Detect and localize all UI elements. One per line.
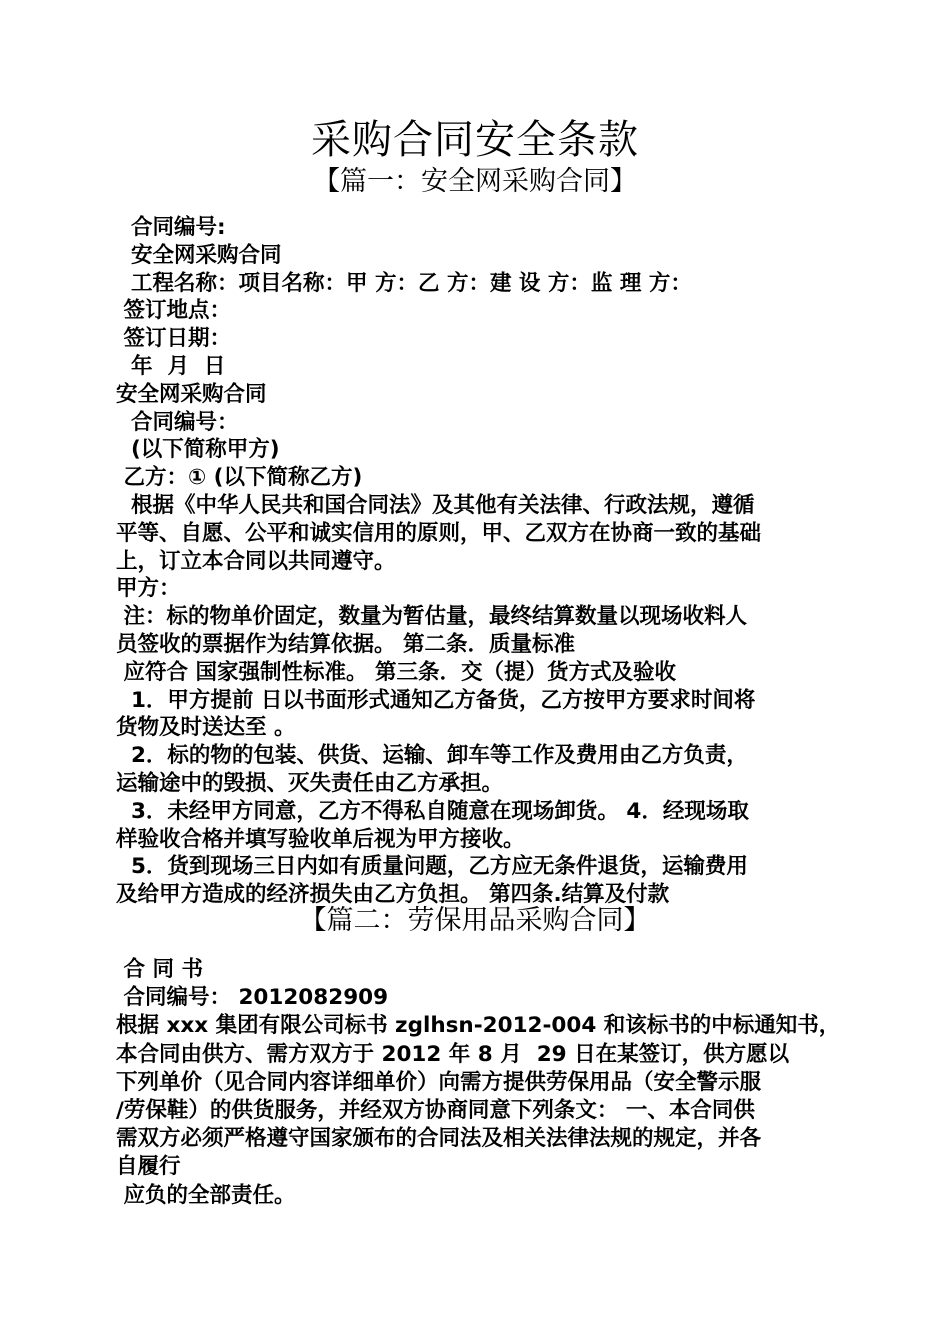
text-line: 货物及时送达至 。: [116, 715, 296, 741]
text-line: 合同编号： 2012082909: [116, 985, 389, 1011]
text-line: (以下简称甲方): [116, 437, 280, 463]
text-line: 1．甲方提前 日以书面形式通知乙方备货，乙方按甲方要求时间将: [116, 687, 756, 713]
section-1-body: [116, 214, 846, 909]
text-line: 签订日期：: [116, 326, 231, 352]
text-line: 签订地点：: [116, 298, 231, 324]
text-line: 应符合 国家强制性标准。 第三条．交（提）货方式及验收: [116, 659, 676, 685]
text-line: 年 月 日: [116, 353, 226, 379]
text-line: 安全网采购合同: [116, 381, 267, 407]
text-line: 本合同由供方、需方双方于 2012 年 8 月 29 日在某签订，供方愿以: [116, 1041, 790, 1067]
text-line: 3．未经甲方同意，乙方不得私自随意在现场卸货。 4．经现场取: [116, 798, 749, 824]
document-title: 采购合同安全条款: [311, 117, 639, 163]
section-heading-1: 【篇一：安全网采购合同】: [313, 166, 637, 197]
text-line: 合同编号：: [116, 409, 239, 435]
text-line: 2．标的物的包装、供货、运输、卸车等工作及费用由乙方负责，: [116, 743, 748, 769]
text-line: 运输途中的毁损、灭失责任由乙方承担。: [116, 770, 504, 796]
text-line: 上，订立本合同以共同遵守。: [116, 548, 396, 574]
text-line: 注：标的物单价固定，数量为暂估量，最终结算数量以现场收料人: [116, 604, 747, 630]
text-line: 需双方必须严格遵守国家颁布的合同法及相关法律法规的规定，并各: [116, 1126, 762, 1152]
text-line: 根据《中华人民共和国合同法》及其他有关法律、行政法规，遵循: [116, 492, 755, 518]
text-line: 自履行: [116, 1154, 181, 1180]
text-line: 安全网采购合同: [116, 242, 282, 268]
text-line: 5．货到现场三日内如有质量问题，乙方应无条件退货，运输费用: [116, 854, 748, 880]
text-line: 下列单价（见合同内容详细单价）向需方提供劳保用品（安全警示服: [116, 1069, 762, 1095]
text-line: 合 同 书: [116, 957, 203, 982]
text-line: 合同编号:: [116, 215, 226, 240]
text-line: 甲方：: [116, 576, 181, 602]
text-line: 工程名称：项目名称：甲 方：乙 方：建 设 方：监 理 方：: [116, 270, 692, 296]
text-line: 员签收的票据作为结算依据。 第二条．质量标准: [116, 631, 575, 657]
text-line: 及给甲方造成的经济损失由乙方负担。 第四条.结算及付款: [116, 882, 670, 908]
text-line: 平等、自愿、公平和诚实信用的原则，甲、乙双方在协商一致的基础: [116, 520, 762, 546]
section-heading-2: 【篇二：劳保用品采购合同】: [299, 905, 651, 936]
text-line: 样验收合格并填写验收单后视为甲方接收。: [116, 826, 525, 852]
text-line: 根据 xxx 集团有限公司标书 zglhsn-2012-004 和该标书的中标通知书，: [116, 1013, 841, 1039]
text-line: 乙方：① (以下简称乙方): [116, 465, 363, 491]
text-line: 应负的全部责任。: [116, 1182, 296, 1208]
section-2-body: [116, 956, 846, 1210]
text-line: /劳保鞋）的供货服务，并经双方协商同意下列条文： 一、本合同供: [116, 1097, 755, 1123]
